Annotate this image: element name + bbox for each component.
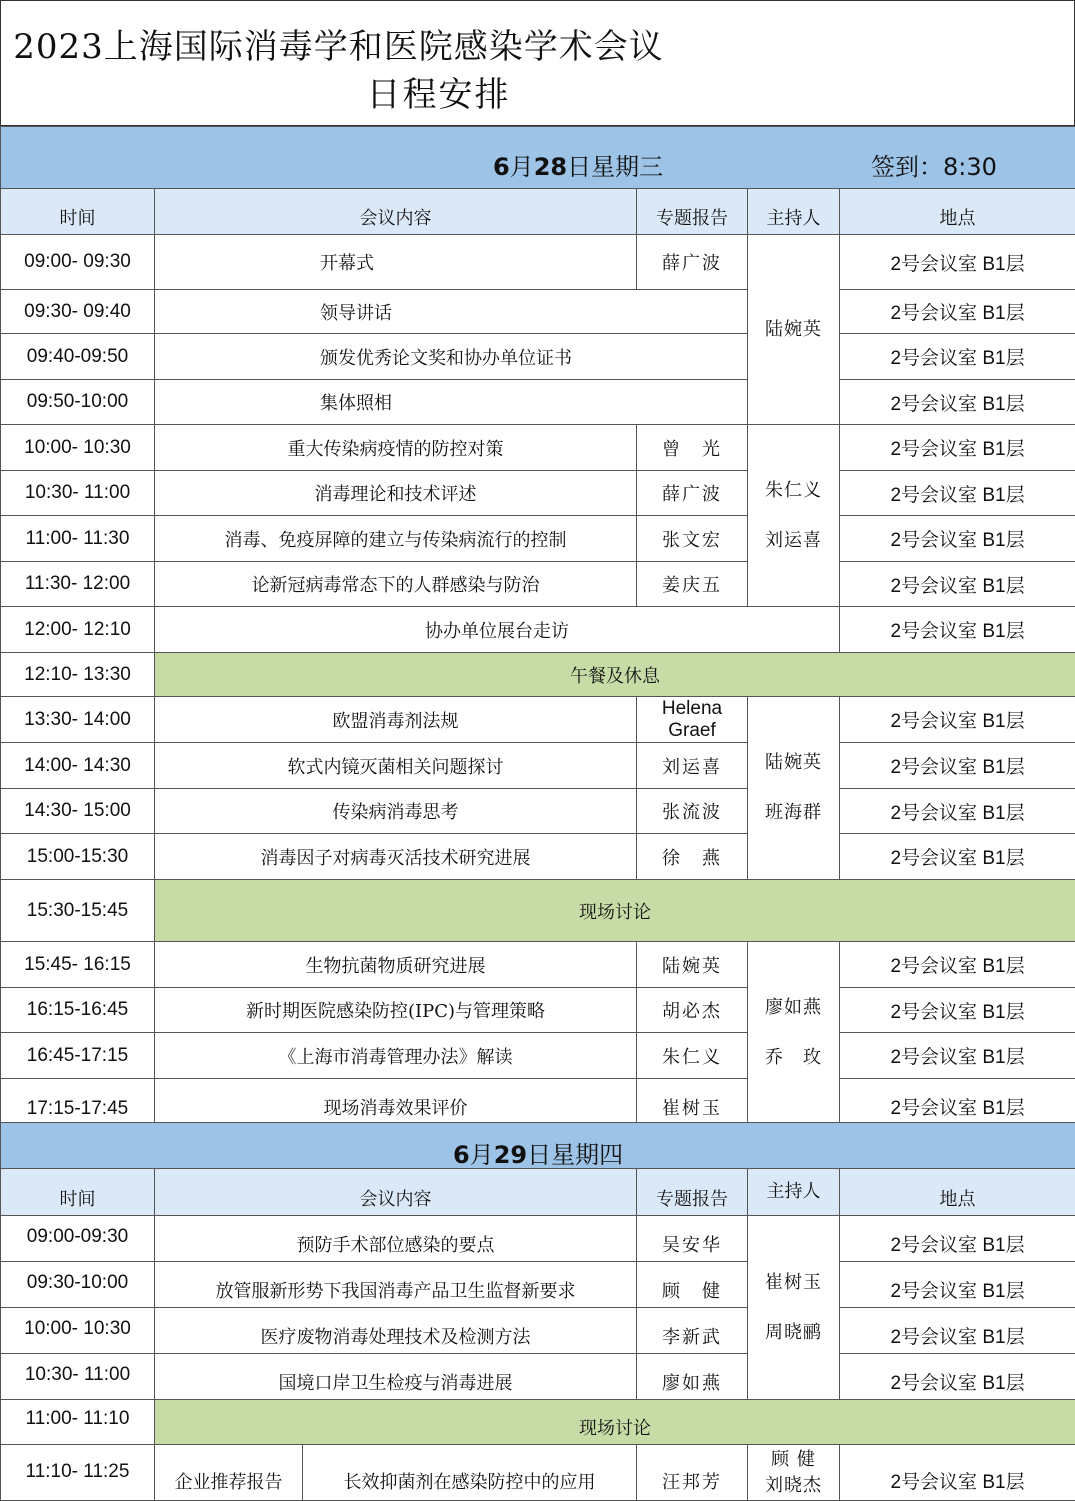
content-cell: 国境口岸卫生检疫与消毒进展 <box>155 1354 637 1400</box>
location-cell: 2号会议室 B1层 <box>840 334 1075 380</box>
time-cell: 10:30- 11:00 <box>1 1354 155 1400</box>
table-row <box>1 834 1075 880</box>
day1-schedule-table <box>0 126 1075 1125</box>
time-cell: 09:30-10:00 <box>1 1262 155 1308</box>
day2-date-bar <box>1 1123 1075 1169</box>
day2-date-title: 6月29日星期四 <box>453 1135 623 1169</box>
table-row <box>1 1079 1075 1125</box>
break-row <box>1 880 1075 942</box>
speaker-cell: 顾 健 <box>637 1262 748 1308</box>
location-cell: 2号会议室 B1层 <box>840 743 1075 789</box>
location-cell: 2号会议室 B1层 <box>840 235 1075 290</box>
location-cell: 2号会议室 B1层 <box>840 1079 1075 1125</box>
table-row <box>1 380 1075 425</box>
location-cell: 2号会议室 B1层 <box>840 1354 1075 1400</box>
day2-schedule-table <box>0 1122 1075 1501</box>
host-name: 乔 玫 <box>748 1033 839 1083</box>
time-cell: 13:30- 14:00 <box>1 697 155 743</box>
host-name: 刘运喜 <box>748 516 839 566</box>
content-cell: 放管服新形势下我国消毒产品卫生监督新要求 <box>155 1262 637 1308</box>
time-cell: 15:45- 16:15 <box>1 942 155 988</box>
speaker-cell: 姜庆五 <box>637 562 748 607</box>
time-cell: 10:00- 10:30 <box>1 1308 155 1354</box>
time-cell: 09:50-10:00 <box>1 380 155 425</box>
time-cell: 10:30- 11:00 <box>1 471 155 516</box>
header-host: 主持人 <box>748 189 840 235</box>
speaker-cell: 刘运喜 <box>637 743 748 789</box>
speaker-cell: 薛广波 <box>637 235 748 290</box>
category-cell: 企业推荐报告 <box>155 1445 303 1501</box>
location-cell: 2号会议室 B1层 <box>840 789 1075 834</box>
speaker-cell: 吴安华 <box>637 1216 748 1262</box>
table-row <box>1 562 1075 607</box>
content-cell: 新时期医院感染防控(IPC)与管理策略 <box>155 988 637 1033</box>
table-row <box>1 425 1075 471</box>
table-row <box>1 516 1075 562</box>
speaker-cell: 胡必杰 <box>637 988 748 1033</box>
page-header <box>0 0 1075 126</box>
time-cell: 16:45-17:15 <box>1 1033 155 1079</box>
day1-date-bar <box>1 127 1075 189</box>
location-cell: 2号会议室 B1层 <box>840 1445 1075 1501</box>
speaker-cell: 李新武 <box>637 1308 748 1354</box>
content-cell: 预防手术部位感染的要点 <box>155 1216 637 1262</box>
location-cell: 2号会议室 B1层 <box>840 988 1075 1033</box>
time-cell: 09:00- 09:30 <box>1 235 155 290</box>
speaker-cell: 廖如燕 <box>637 1354 748 1400</box>
time-cell: 15:00-15:30 <box>1 834 155 880</box>
table-row <box>1 1445 1075 1501</box>
time-cell: 11:10- 11:25 <box>1 1445 155 1501</box>
location-cell: 2号会议室 B1层 <box>840 471 1075 516</box>
content-cell: 现场消毒效果评价 <box>155 1079 637 1125</box>
header-content: 会议内容 <box>155 1169 637 1216</box>
location-cell: 2号会议室 B1层 <box>840 290 1075 334</box>
table-row <box>1 743 1075 789</box>
location-cell: 2号会议室 B1层 <box>840 380 1075 425</box>
location-cell: 2号会议室 B1层 <box>840 516 1075 562</box>
location-cell: 2号会议室 B1层 <box>840 1262 1075 1308</box>
table-row <box>1 290 1075 334</box>
speaker-cell: Helena Graef <box>637 697 748 743</box>
time-cell: 17:15-17:45 <box>1 1079 155 1125</box>
content-cell: 协办单位展台走访 <box>155 607 840 653</box>
header-speaker: 专题报告 <box>637 1169 748 1216</box>
content-cell: 《上海市消毒管理办法》解读 <box>155 1033 637 1079</box>
host-cell <box>748 1216 840 1400</box>
speaker-cell: 张流波 <box>637 789 748 834</box>
speaker-cell: 崔树玉 <box>637 1079 748 1125</box>
time-cell: 11:00- 11:10 <box>1 1400 155 1445</box>
header-content: 会议内容 <box>155 189 637 235</box>
host-name: 崔树玉 <box>748 1258 839 1308</box>
time-cell: 12:00- 12:10 <box>1 607 155 653</box>
table-row <box>1 789 1075 834</box>
location-cell: 2号会议室 B1层 <box>840 1216 1075 1262</box>
table-row <box>1 334 1075 380</box>
time-cell: 09:30- 09:40 <box>1 290 155 334</box>
break-row <box>1 653 1075 697</box>
host-cell <box>748 1445 840 1501</box>
content-cell: 软式内镜灭菌相关问题探讨 <box>155 743 637 789</box>
content-cell: 开幕式 <box>155 235 637 290</box>
table-row <box>1 235 1075 290</box>
table-row <box>1 1033 1075 1079</box>
time-cell: 11:30- 12:00 <box>1 562 155 607</box>
speaker-cell: 朱仁义 <box>637 1033 748 1079</box>
time-cell: 09:40-09:50 <box>1 334 155 380</box>
time-cell: 14:00- 14:30 <box>1 743 155 789</box>
host-cell <box>748 697 840 880</box>
speaker-cell: 汪邦芳 <box>637 1445 748 1501</box>
content-cell: 领导讲话 <box>155 290 748 334</box>
time-cell: 14:30- 15:00 <box>1 789 155 834</box>
speaker-cell: 陆婉英 <box>637 942 748 988</box>
speaker-cell: 薛广波 <box>637 471 748 516</box>
header-time: 时间 <box>1 189 155 235</box>
content-cell: 消毒理论和技术评述 <box>155 471 637 516</box>
location-cell: 2号会议室 B1层 <box>840 562 1075 607</box>
header-time: 时间 <box>1 1169 155 1216</box>
location-cell: 2号会议室 B1层 <box>840 607 1075 653</box>
time-cell: 15:30-15:45 <box>1 880 155 942</box>
day1-header-row <box>1 189 1075 235</box>
table-row <box>1 1354 1075 1400</box>
location-cell: 2号会议室 B1层 <box>840 425 1075 471</box>
table-row <box>1 471 1075 516</box>
host-cell <box>748 942 840 1125</box>
header-location: 地点 <box>840 1169 1075 1216</box>
content-cell: 论新冠病毒常态下的人群感染与防治 <box>155 562 637 607</box>
host-name: 周晓鹂 <box>748 1308 839 1358</box>
day2-header-row <box>1 1169 1075 1216</box>
table-row <box>1 1262 1075 1308</box>
location-cell: 2号会议室 B1层 <box>840 834 1075 880</box>
discussion-cell: 现场讨论 <box>155 1400 1075 1445</box>
location-cell: 2号会议室 B1层 <box>840 1308 1075 1354</box>
content-cell: 生物抗菌物质研究进展 <box>155 942 637 988</box>
content-cell: 长效抑菌剂在感染防控中的应用 <box>303 1445 637 1501</box>
content-cell: 医疗废物消毒处理技术及检测方法 <box>155 1308 637 1354</box>
host-name: 班海群 <box>748 788 839 838</box>
table-row <box>1 1308 1075 1354</box>
day1-checkin-time: 签到：8:30 <box>871 147 997 182</box>
host-name: 朱仁义 <box>748 466 839 516</box>
lunch-break-cell: 午餐及休息 <box>155 653 1075 697</box>
table-row <box>1 1216 1075 1262</box>
discussion-cell: 现场讨论 <box>155 880 1075 942</box>
page-title: 2023上海国际消毒学和医院感染学术会议 <box>0 19 876 68</box>
content-cell: 颁发优秀论文奖和协办单位证书 <box>155 334 748 380</box>
time-cell: 12:10- 13:30 <box>1 653 155 697</box>
content-cell: 消毒、免疫屏障的建立与传染病流行的控制 <box>155 516 637 562</box>
table-row <box>1 697 1075 743</box>
host-cell <box>748 425 840 607</box>
table-row <box>1 942 1075 988</box>
time-cell: 09:00-09:30 <box>1 1216 155 1262</box>
header-speaker: 专题报告 <box>637 189 748 235</box>
content-cell: 传染病消毒思考 <box>155 789 637 834</box>
host-name: 顾 健 <box>748 1447 839 1473</box>
content-cell: 集体照相 <box>155 380 748 425</box>
time-cell: 16:15-16:45 <box>1 988 155 1033</box>
speaker-cell: 张文宏 <box>637 516 748 562</box>
host-name: 陆婉英 <box>748 738 839 788</box>
content-cell: 重大传染病疫情的防控对策 <box>155 425 637 471</box>
content-cell: 欧盟消毒剂法规 <box>155 697 637 743</box>
host-cell: 陆婉英 <box>748 235 840 425</box>
host-name: 廖如燕 <box>748 983 839 1033</box>
location-cell: 2号会议室 B1层 <box>840 1033 1075 1079</box>
location-cell: 2号会议室 B1层 <box>840 697 1075 743</box>
content-cell: 消毒因子对病毒灭活技术研究进展 <box>155 834 637 880</box>
time-cell: 11:00- 11:30 <box>1 516 155 562</box>
location-cell: 2号会议室 B1层 <box>840 942 1075 988</box>
day1-date-title: 6月28日星期三 <box>493 147 663 182</box>
break-row <box>1 1400 1075 1445</box>
header-host: 主持人 <box>748 1169 840 1216</box>
time-cell: 10:00- 10:30 <box>1 425 155 471</box>
page-subtitle: 日程安排 <box>0 67 976 116</box>
host-name: 刘晓杰 <box>748 1473 839 1499</box>
speaker-cell: 徐 燕 <box>637 834 748 880</box>
header-location: 地点 <box>840 189 1075 235</box>
table-row <box>1 607 1075 653</box>
table-row <box>1 988 1075 1033</box>
speaker-cell: 曾 光 <box>637 425 748 471</box>
